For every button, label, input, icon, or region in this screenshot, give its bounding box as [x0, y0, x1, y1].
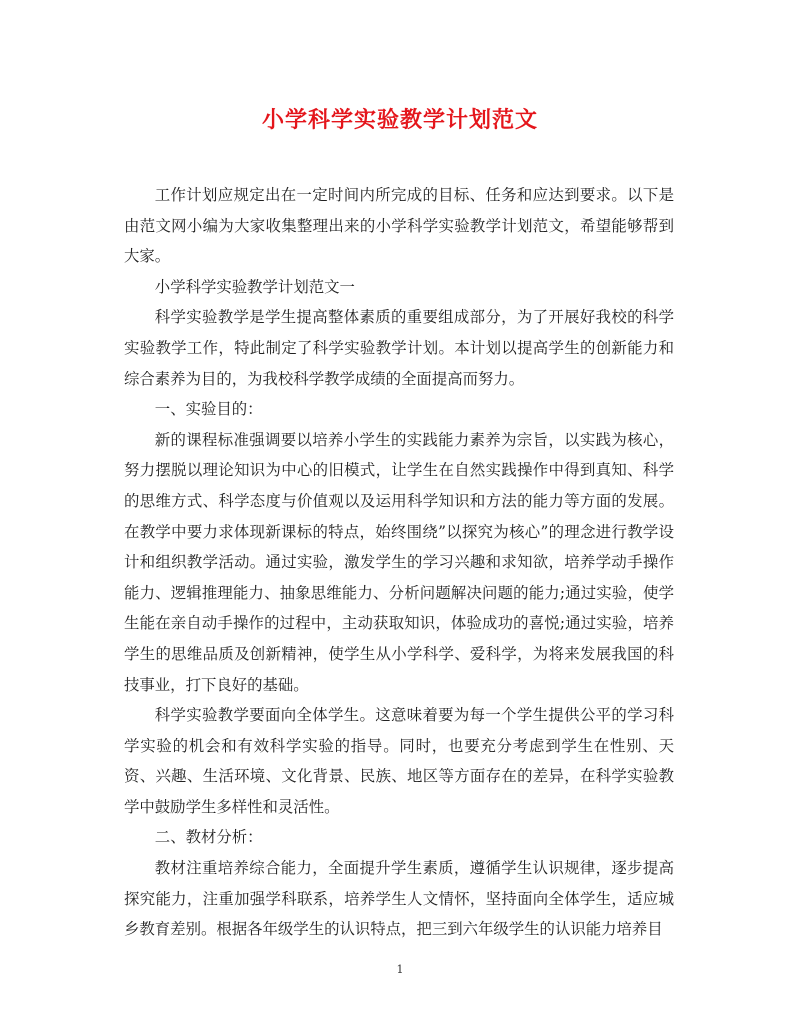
- subsection-heading: 一、实验目的：: [154, 400, 263, 419]
- intro-paragraph: 工作计划应规定出在一定时间内所完成的目标、任务和应达到要求。以下是由范文网小编为大家收集整理出来的小学科学实验教学计划范文，希望能够帮到大家。: [124, 186, 674, 266]
- document-body: [124, 180, 674, 945]
- body-paragraph: 科学实验教学要面向全体学生。这意味着要为每一个学生提供公平的学习科学实验的机会和有效科学实验的指导。同时，也要充分考虑到学生在性别、天资、兴趣、生活环境、文化背景、民族、地区等方面存在的差异，在科学实验教学中鼓励学生多样性和灵活性。: [124, 706, 674, 816]
- body-paragraph: 教材注重培养综合能力，全面提升学生素质，遵循学生认识规律，逐步提高探究能力，注重加强学科联系，培养学生人文情怀，坚持面向全体学生，适应城乡教育差别。根据各年级学生的认识特点，把三到六年级学生的认识能力培养目: [124, 859, 674, 939]
- section-heading: 小学科学实验教学计划范文一: [154, 277, 355, 296]
- document-title: 小学科学实验教学计划范文: [261, 107, 538, 133]
- page-number: 1: [396, 963, 404, 976]
- subsection-heading: 二、教材分析：: [154, 828, 263, 847]
- body-paragraph: 新的课程标准强调要以培养小学生的实践能力素养为宗旨，以实践为核心，努力摆脱以理论知识为中心的旧模式，让学生在自然实践操作中得到真知、科学的思维方式、科学态度与价值观以及运用科学知识和方法的能力等方面的发展。在教学中要力求体现新课标的特点，始终围绕”以探究为核心”的理念进行教学设计和组织教学活动。通过实验，激发学生的学习兴趣和求知欲，培养学动手操作能力、逻辑推理能力、抽象思维能力、分析问题解决问题的能力;通过实验，使学生能在亲自动手操作的过程中，主动获取知识，体验成功的喜悦;通过实验，培养学生的思维品质及创新精神，使学生从小学科学、爱科学，为将来发展我国的科技事业，打下良好的基础。: [124, 430, 674, 694]
- body-paragraph: 科学实验教学是学生提高整体素质的重要组成部分，为了开展好我校的科学实验教学工作，特此制定了科学实验教学计划。本计划以提高学生的创新能力和综合素养为目的，为我校科学教学成绩的全面提高而努力。: [124, 308, 674, 388]
